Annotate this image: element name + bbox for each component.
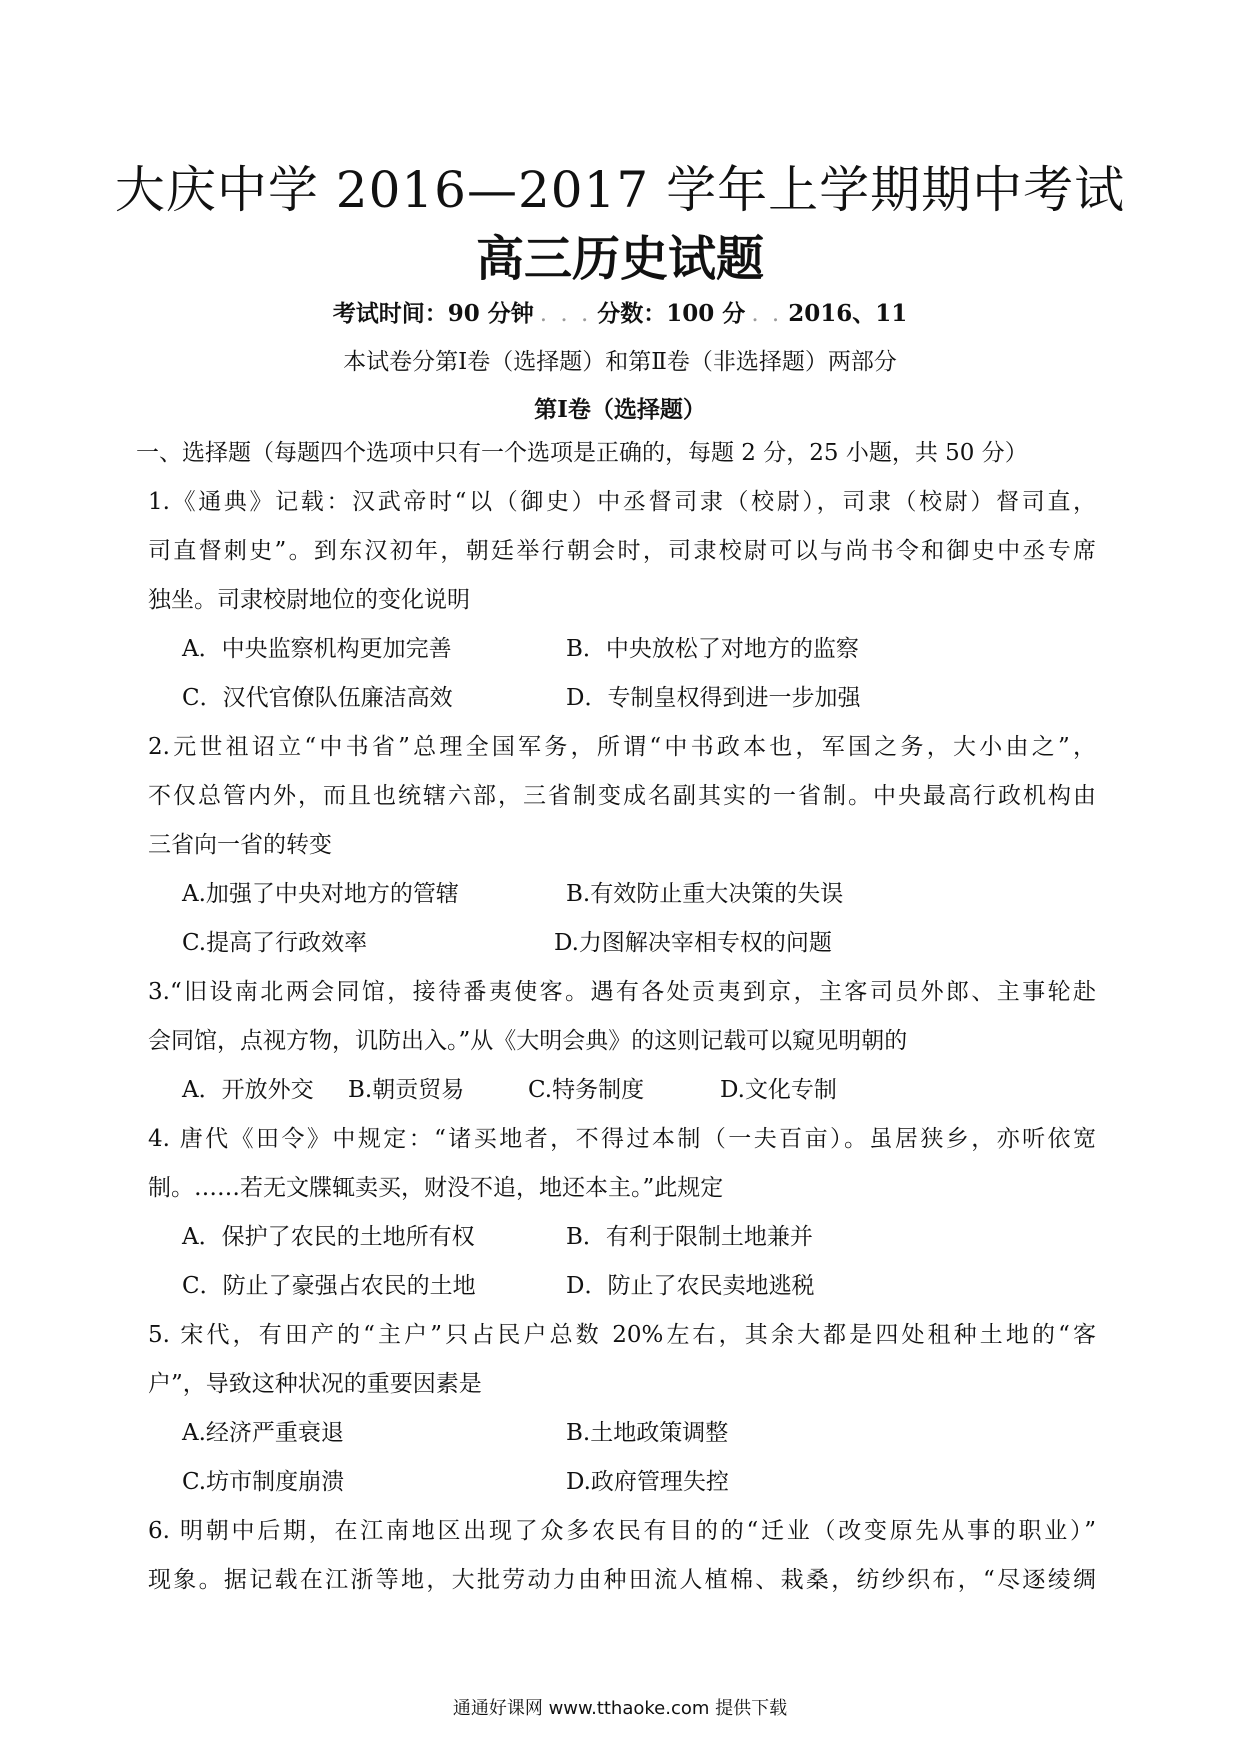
option-d: D.文化专制 bbox=[720, 1077, 837, 1103]
question-line: 4. 唐代《田令》中规定：“诸买地者，不得过本制（一夫百亩）。虽居狭乡，亦听依宽 bbox=[148, 1126, 1096, 1152]
question-line: 5. 宋代，有田产的“主户”只占民户总数 20%左右，其余大都是四处租种土地的“客 bbox=[148, 1322, 1096, 1348]
exam-title: 大庆中学 2016—2017 学年上学期期中考试 bbox=[114, 161, 1126, 219]
option-row bbox=[148, 1409, 1096, 1458]
question-line: 6. 明朝中后期，在江南地区出现了众多农民有目的的“迁业（改变原先从事的职业）” bbox=[148, 1518, 1096, 1544]
option-c: C．防止了豪强占农民的土地 bbox=[182, 1273, 476, 1299]
question-line: 1.《通典》记载：汉武帝时“以（御史）中丞督司隶（校尉），司隶（校尉）督司直， bbox=[148, 489, 1096, 515]
option-row bbox=[148, 870, 1096, 919]
exam-date: 2016、11 bbox=[788, 300, 908, 327]
question-line: 司直督刺史”。到东汉初年，朝廷举行朝会时，司隶校尉可以与尚书令和御史中丞专席 bbox=[148, 538, 1096, 564]
option-row bbox=[148, 674, 1096, 723]
question bbox=[148, 1115, 1096, 1311]
option-row bbox=[148, 1458, 1096, 1507]
question-line: 三省向一省的转变 bbox=[148, 832, 332, 858]
option-b: B.朝贡贸易 bbox=[348, 1077, 465, 1103]
option-a: A.经济严重衰退 bbox=[182, 1420, 344, 1446]
question bbox=[148, 723, 1096, 968]
option-row bbox=[148, 1213, 1096, 1262]
question bbox=[148, 1311, 1096, 1507]
question-line: 3.“旧设南北两会同馆，接待番夷使客。遇有各处贡夷到京，主客司员外郎、主事轮赴 bbox=[148, 979, 1096, 1005]
option-b: B．中央放松了对地方的监察 bbox=[566, 636, 859, 662]
option-c: C.特务制度 bbox=[528, 1077, 645, 1103]
question bbox=[148, 1507, 1096, 1605]
option-d: D．专制皇权得到进一步加强 bbox=[566, 685, 861, 711]
option-row bbox=[148, 1066, 1096, 1115]
option-a: A．保护了农民的土地所有权 bbox=[182, 1224, 475, 1250]
question-line: 不仅总管内外，而且也统辖六部，三省制变成名副其实的一省制。中央最高行政机构由 bbox=[148, 783, 1096, 809]
option-a: A.加强了中央对地方的管辖 bbox=[182, 881, 459, 907]
separator-dots: . . bbox=[751, 301, 783, 327]
option-a: A．中央监察机构更加完善 bbox=[182, 636, 452, 662]
question-line: 户”，导致这种状况的重要因素是 bbox=[148, 1371, 482, 1397]
question-line: 2.元世祖诏立“中书省”总理全国军务，所谓“中书政本也，军国之务，大小由之”， bbox=[148, 734, 1096, 760]
section-heading: 第Ⅰ卷（选择题） bbox=[534, 396, 706, 423]
exam-subtitle: 高三历史试题 bbox=[475, 231, 764, 287]
option-b: B.土地政策调整 bbox=[566, 1420, 729, 1446]
exam-time: 考试时间：90 分钟 bbox=[332, 300, 534, 327]
page-footer: 通通好课网 www.tthaoke.com 提供下载 bbox=[452, 1698, 788, 1719]
option-c: C.提高了行政效率 bbox=[182, 930, 368, 956]
instructions: 一、选择题（每题四个选项中只有一个选项是正确的，每题 2 分，25 小题，共 50 分） bbox=[136, 440, 1028, 466]
questions-body bbox=[136, 429, 1096, 1605]
exam-description: 本试卷分第Ⅰ卷（选择题）和第Ⅱ卷（非选择题）两部分 bbox=[343, 349, 897, 375]
option-row bbox=[148, 625, 1096, 674]
option-b: B．有利于限制土地兼并 bbox=[566, 1224, 813, 1250]
option-c: C．汉代官僚队伍廉洁高效 bbox=[182, 685, 453, 711]
question bbox=[148, 968, 1096, 1115]
question-line: 制。……若无文牒辄卖买，财没不追，地还本主。”此规定 bbox=[148, 1175, 724, 1201]
option-d: D．防止了农民卖地逃税 bbox=[566, 1273, 815, 1299]
option-d: D.政府管理失控 bbox=[566, 1469, 729, 1495]
option-b: B.有效防止重大决策的失误 bbox=[566, 881, 844, 907]
exam-score: 分数：100 分 bbox=[597, 300, 746, 327]
exam-info bbox=[0, 295, 1240, 328]
separator-dots: . . . bbox=[539, 301, 592, 327]
option-row bbox=[148, 1262, 1096, 1311]
question-line: 现象。据记载在江浙等地，大批劳动力由种田流人植棉、栽桑，纺纱织布，“尽逐绫绸 bbox=[148, 1567, 1096, 1593]
option-d: D.力图解决宰相专权的问题 bbox=[554, 930, 832, 956]
option-c: C.坊市制度崩溃 bbox=[182, 1469, 345, 1495]
question-line: 独坐。司隶校尉地位的变化说明 bbox=[148, 587, 470, 613]
option-row bbox=[148, 919, 1096, 968]
option-a: A．开放外交 bbox=[182, 1077, 314, 1103]
question-line: 会同馆，点视方物，讥防出入。”从《大明会典》的这则记载可以窥见明朝的 bbox=[148, 1028, 908, 1054]
question bbox=[148, 478, 1096, 723]
